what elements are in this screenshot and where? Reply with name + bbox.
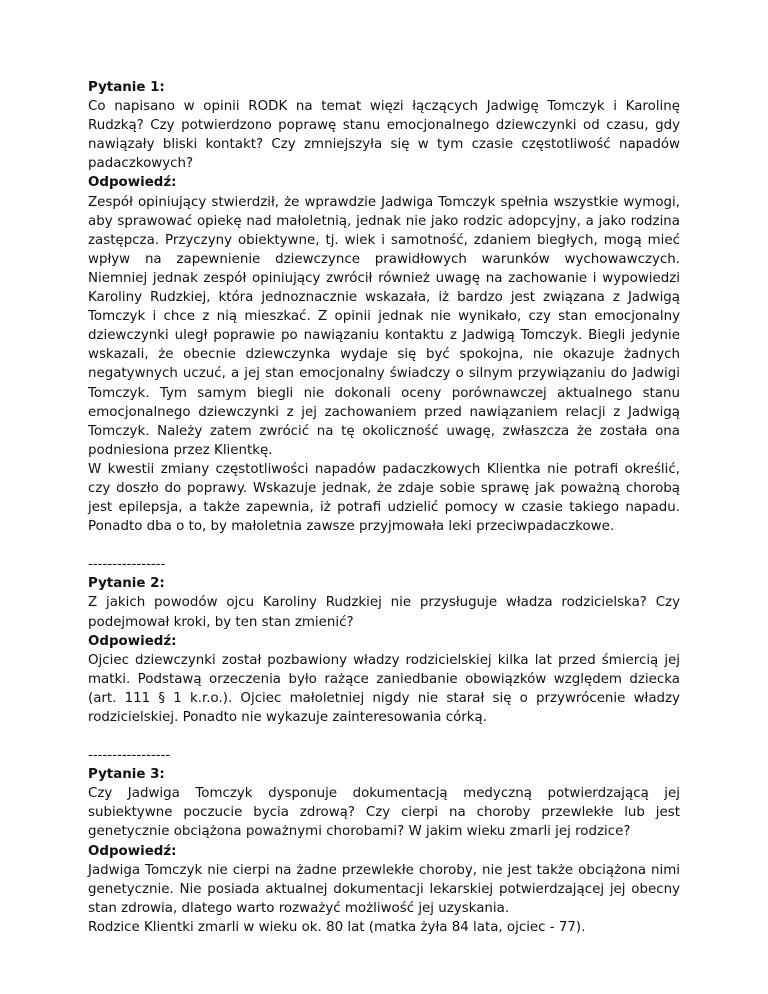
answer-label: Odpowiedź: <box>88 633 177 649</box>
answer-paragraph: Ojciec dziewczynki został pozbawiony władzy rodzicielskiej kilka lat przed śmiercią jej matki. Podstawą orzeczenia było rażące zaniedbanie obowiązków względem dziecka (art. 111 § 1 k.r.o.). Ojciec małoletniej nigdy nie starał się o przywrócenie władzy rodzicielskiej. Ponadto nie wykazuje zainteresowania córką. <box>88 652 680 725</box>
answer-paragraph: Zespół opiniujący stwierdził, że wprawdzie Jadwiga Tomczyk spełnia wszystkie wymogi, aby sprawować opiekę nad małoletnią, jednak nie jako rodzic adopcyjny, a jako rodzina zastępcza. Przyczyny obiektywne, tj. wiek i samotność, zdaniem biegłych, mogą mieć wpływ na zapewnienie dziewczynce prawidłowych warunków wychowawczych. Niemniej jednak zespół opiniujący zwrócił również uwagę na zachowanie i wypowiedzi Karoliny Rudzkiej, która jednoznacznie wskazała, iż bardzo jest związana z Jadwigą Tomczyk i chce z nią mieszkać. Z opinii jednak nie wynikało, czy stan emocjonalny dziewczynki uległ poprawie po nawiązaniu kontaktu z Jadwigą Tomczyk. Biegli jedynie wskazali, że obecnie dziewczynka wydaje się być spokojna, nie okazuje żadnych negatywnych uczuć, a jej stan emocjonalny świadczy o silnym przywiązaniu do Jadwigi Tomczyk. Tym samym biegli nie dokonali oceny porównawczej aktualnego stanu emocjonalnego dziewczynki z jej zachowaniem przed nawiązaniem relacji z Jadwigą Tomczyk. Należy zatem zwrócić na tę okoliczność uwagę, zwłaszcza że została ona podniesiona przez Klientkę. <box>88 194 680 458</box>
question-block-2 <box>88 574 680 765</box>
question-block-1 <box>88 78 680 574</box>
question-text: Z jakich powodów ojcu Karoliny Rudzkiej nie przysługuje władza rodzicielska? Czy podejmował kroki, by ten stan zmienić? <box>88 595 680 630</box>
question-label: Pytanie 3: <box>88 767 165 783</box>
question-text: Co napisano w opinii RODK na temat więzi łączących Jadwigę Tomczyk i Karolinę Rudzką? Czy potwierdzono poprawę stanu emocjonalnego dziewczynki od czasu, gdy nawiązały bliski kontakt? Czy zmniejszyła się w tym czasie częstotliwość napadów padaczkowych? <box>88 99 680 172</box>
answer-paragraph: Jadwiga Tomczyk nie cierpi na żadne przewlekłe choroby, nie jest także obciążona nimi genetycznie. Nie posiada aktualnej dokumentacji lekarskiej potwierdzającej jej obecny stan zdrowia, dlatego warto rozważyć możliwość jej uzyskania. <box>88 862 680 916</box>
separator: ---------------- <box>88 557 166 573</box>
question-block-3 <box>88 765 680 937</box>
answer-label: Odpowiedź: <box>88 843 177 859</box>
answer-paragraph: Rodzice Klientki zmarli w wieku ok. 80 lat (matka żyła 84 lata, ojciec - 77). <box>88 919 586 935</box>
question-text: Czy Jadwiga Tomczyk dysponuje dokumentacją medyczną potwierdzającą jej subiektywne poczucie bycia zdrową? Czy cierpi na choroby przewlekłe lub jest genetycznie obciążona poważnymi chorobami? W jakim wieku zmarli jej rodzice? <box>88 786 680 840</box>
separator: ----------------- <box>88 748 171 764</box>
question-label: Pytanie 1: <box>88 80 165 95</box>
question-label: Pytanie 2: <box>88 576 165 592</box>
document-page <box>88 78 680 937</box>
answer-label: Odpowiedź: <box>88 175 177 191</box>
answer-paragraph: W kwestii zmiany częstotliwości napadów padaczkowych Klientka nie potrafi określić, czy doszło do poprawy. Wskazuje jednak, że zdaje sobie sprawę jak poważną chorobą jest epilepsja, a także zapewnia, iż potrafi udzielić pomocy w czasie takiego napadu. Ponadto dba o to, by małoletnia zawsze przyjmowała leki przeciwpadaczkowe. <box>88 461 680 535</box>
